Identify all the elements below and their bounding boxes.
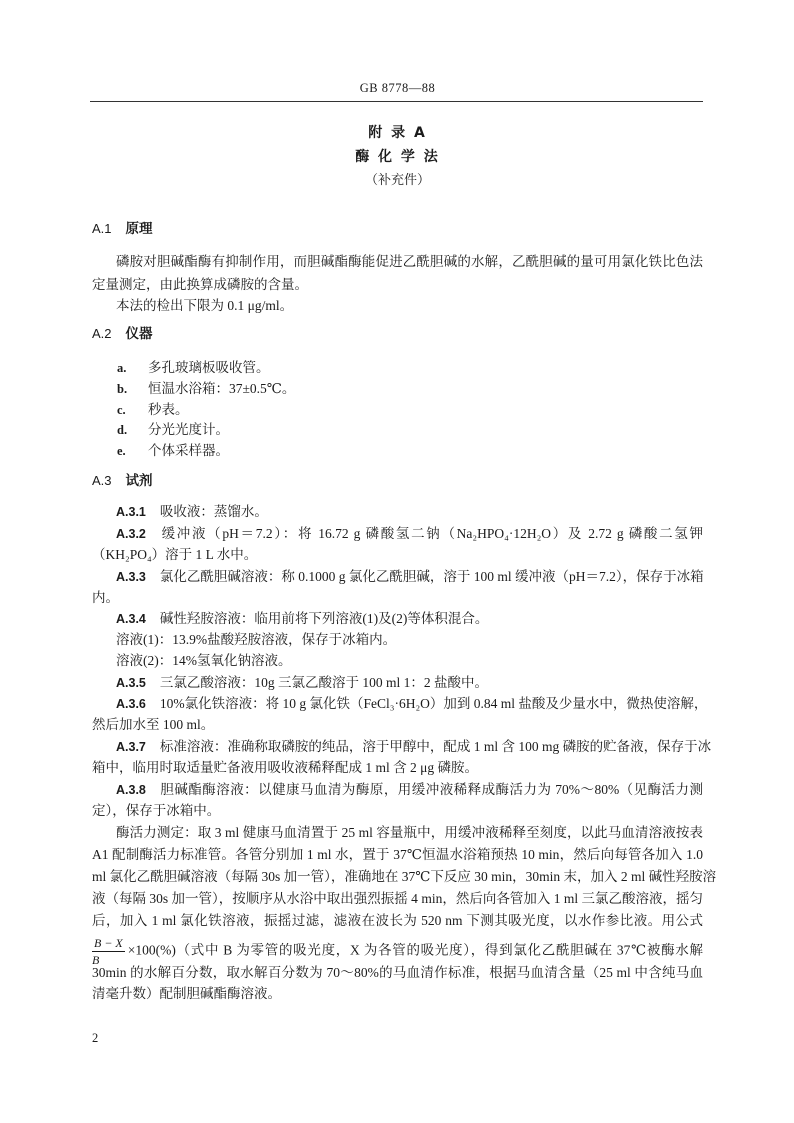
- item-label: a.: [117, 361, 127, 375]
- instrument-item: [117, 400, 703, 420]
- reagent-a3-4: [116, 609, 703, 629]
- activity-paragraph-line: 清毫升数）配制胆碱酯酶溶液。: [92, 986, 281, 1001]
- reagent-a3-7: [116, 737, 712, 757]
- reagent-a3-2: [116, 524, 703, 544]
- instrument-item: [117, 358, 703, 378]
- reagent-text-continued: 箱中，临用时取适量贮备液用吸收液稀释配成 1 ml 含 2 μg 磷胺。: [92, 760, 478, 775]
- section-a3-heading: [92, 471, 703, 491]
- reagent-label: A.3.3: [116, 570, 146, 584]
- activity-paragraph-line: 酶活力测定：取 3 ml 健康马血清置于 25 ml 容量瓶中，用缓冲液稀释至刻度，以此马血清溶液按表: [116, 825, 703, 840]
- instrument-item: [117, 420, 703, 440]
- activity-paragraph-line: ml 氯化乙酰胆碱溶液（每隔 30s 加一管），准确地在 37℃下反应 30 min，30min 末，加入 2 ml 碱性羟胺溶: [92, 869, 717, 884]
- reagent-text-continued: 然后加水至 100 ml。: [92, 717, 215, 732]
- reagent-a3-3: [116, 567, 703, 587]
- reagent-text: 缓冲液（pH＝7.2）：将 16.72 g 磷酸氢二钠（Na₂HPO₄·12H₂O）及 2.72 g 磷酸二氢钾: [159, 526, 703, 541]
- reagent-text: 10%氯化铁溶液：将 10 g 氯化铁（FeCl₃·6H₂O）加到 0.84 ml 盐酸及少量水中，微热使溶解，: [159, 696, 708, 711]
- supplement-note: （补充件）: [364, 172, 430, 187]
- section-title: 原理: [125, 221, 153, 237]
- item-text: 多孔玻璃板吸收管。: [148, 360, 270, 375]
- item-text: 秒表。: [148, 402, 189, 417]
- formula-text: ×100(%)（式中 B 为零管的吸光度，X 为各管的吸光度），得到氯化乙酰胆碱在 37℃被酶水解: [127, 942, 703, 958]
- reagent-label: A.3.1: [116, 505, 146, 519]
- section-number: A.1: [92, 221, 112, 236]
- reagent-a3-5: [116, 673, 703, 693]
- standard-code: GB 8778—88: [359, 81, 436, 95]
- item-label: d.: [117, 423, 128, 437]
- reagent-text: 碱性羟胺溶液：临用前将下列溶液(1)及(2)等体积混合。: [159, 611, 489, 626]
- item-text: 恒温水浴箱：37±0.5℃。: [148, 381, 296, 396]
- section-number: A.2: [92, 326, 112, 341]
- item-label: b.: [117, 382, 128, 396]
- formula-numerator: B − X: [94, 936, 123, 950]
- item-text: 个体采样器。: [148, 443, 229, 458]
- section-number: A.3: [92, 473, 112, 488]
- instrument-item: [117, 379, 703, 399]
- reagent-label: A.3.8: [116, 783, 146, 797]
- reagent-a3-8: [116, 780, 703, 800]
- activity-paragraph-line: A1 配制酶活力标准管。各管分别加 1 ml 水，置于 37℃恒温水浴箱预热 10 min，然后向每管各加入 1.0: [92, 847, 703, 862]
- section-title: 仪器: [125, 326, 153, 342]
- header-rule: [90, 101, 703, 102]
- activity-paragraph-line: 液（每隔 30s 加一管），按顺序从水浴中取出强烈振摇 4 min，然后向各管加入 1 ml 三氯乙酸溶液，摇匀: [92, 891, 703, 906]
- reagent-text: 三氯乙酸溶液：10g 三氯乙酸溶于 100 ml 1：2 盐酸中。: [159, 675, 489, 690]
- item-label: e.: [117, 444, 126, 458]
- activity-paragraph-line: 30min 的水解百分数，取水解百分数为 70～80%的马血清作标准，根据马血清含量（25 ml 中含纯马血: [92, 965, 703, 980]
- activity-paragraph-line: 后，加入 1 ml 氯化铁溶液，振摇过滤，滤液在波长为 520 nm 下测其吸光度，以水作参比液。用公式: [92, 913, 703, 928]
- reagent-text-continued: 定），保存于冰箱中。: [92, 803, 221, 818]
- reagent-text: 标准溶液：准确称取磷胺的纯品，溶于甲醇中，配成 1 ml 含 100 mg 磷胺的贮备液，保存于冰: [159, 739, 712, 754]
- reagent-text-continued: （KH₂PO₄）溶于 1 L 水中。: [92, 547, 258, 562]
- detection-limit-text: 本法的检出下限为 0.1 μg/ml。: [116, 298, 294, 313]
- reagent-label: A.3.2: [116, 527, 146, 541]
- section-a2-heading: [92, 324, 703, 344]
- item-label: c.: [117, 403, 126, 417]
- reagent-a3-6: [116, 694, 708, 714]
- reagent-label: A.3.4: [116, 612, 146, 626]
- reagent-text: 胆碱酯酶溶液：以健康马血清为酶原，用缓冲液稀释成酶活力为 70%～80%（见酶活力测: [159, 782, 703, 797]
- reagent-text: 氯化乙酰胆碱溶液：称 0.1000 g 氯化乙酰胆碱，溶于 100 ml 缓冲液（pH＝7.2），保存于冰箱: [159, 569, 704, 584]
- page-number: 2: [92, 1031, 99, 1045]
- reagent-a3-1: [116, 502, 703, 522]
- section-title: 试剂: [125, 473, 153, 489]
- solution-1-text: 溶液(1)：13.9%盐酸羟胺溶液，保存于冰箱内。: [116, 632, 397, 647]
- instrument-item: [117, 441, 703, 461]
- reagent-label: A.3.5: [116, 676, 146, 690]
- section-a1-heading: [92, 219, 703, 239]
- item-text: 分光光度计。: [148, 422, 229, 437]
- solution-2-text: 溶液(2)：14%氢氧化钠溶液。: [116, 653, 292, 668]
- method-title: 酶 化 学 法: [355, 149, 440, 165]
- formula-denominator: B: [92, 953, 100, 967]
- appendix-label: 附 录 A: [368, 125, 427, 141]
- reagent-text: 吸收液：蒸馏水。: [159, 504, 268, 519]
- paragraph-line: 定量测定，由此换算成磷胺的含量。: [92, 277, 308, 292]
- paragraph-line: 磷胺对胆碱酯酶有抑制作用，而胆碱酯酶能促进乙酰胆碱的水解，乙酰胆碱的量可用氯化铁比色法: [116, 254, 703, 269]
- formula-line: [92, 936, 703, 967]
- reagent-text-continued: 内。: [92, 590, 119, 605]
- reagent-label: A.3.6: [116, 697, 146, 711]
- reagent-label: A.3.7: [116, 740, 146, 754]
